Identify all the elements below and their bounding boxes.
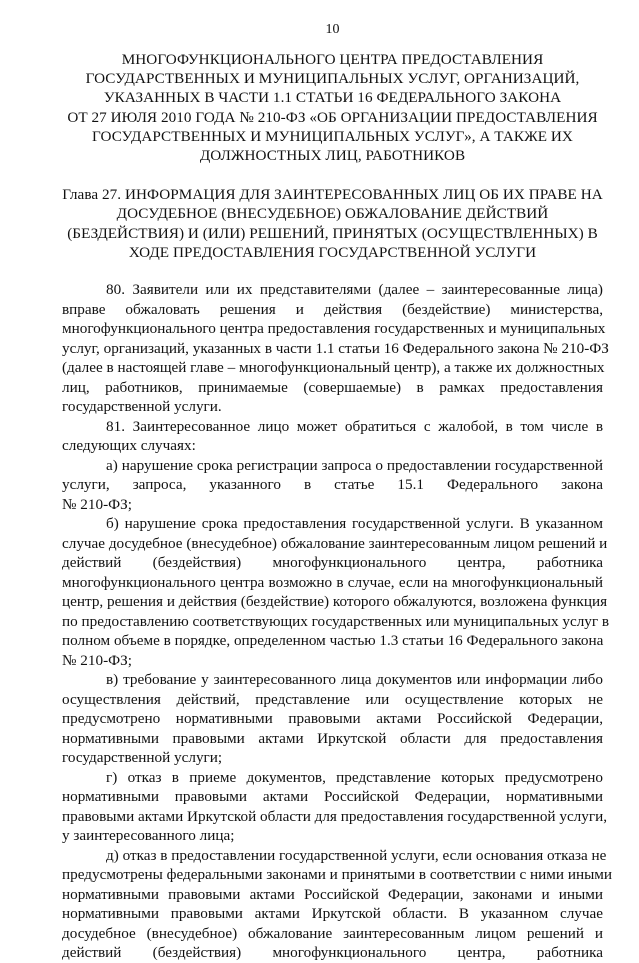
paragraph-line: лиц, работников, принимаемые (совершаемые) в рамках предоставления [62,378,603,396]
paragraph-line: 80. Заявители или их представителями (далее – заинтересованные лица) [106,281,603,299]
paragraph-line: г) отказ в приеме документов, представление которых предусмотрено [106,768,603,786]
paragraph [62,846,613,963]
paragraph [62,670,603,768]
paragraph-line: услуг, организаций, указанных в части 1.1 статьи 16 Федерального закона № 210-ФЗ [62,339,609,357]
paragraph-line: многофункционального центра предоставления государственных и муниципальных [62,320,606,338]
paragraph-line: № 210-ФЗ; [62,495,132,513]
paragraph-line: досудебное (внесудебное) обжалование заинтересованным лицом решений и [62,924,603,942]
paragraph-line: нормативными правовыми актами Российской Федерации, законами и иными [62,885,603,903]
paragraph-line: полном объеме в порядке, определенном частью 1.3 статьи 16 Федерального закона [62,632,604,650]
page-number: 10 [325,22,340,37]
chapter-heading-line: ДОСУДЕБНОЕ (ВНЕСУДЕБНОЕ) ОБЖАЛОВАНИЕ ДЕЙСТВИЙ [116,205,549,223]
paragraph-line: нормативными правовыми актами Иркутской области для предоставления [62,729,603,747]
paragraph-line: нормативными правовыми актами Иркутской области. В указанном случае [62,905,603,923]
paragraph-line: в) требование у заинтересованного лица документов или информации либо [106,671,603,689]
paragraph [62,417,603,456]
paragraph-line: услуги, запроса, указанного в статье 15.1 Федерального закона [62,476,603,494]
paragraph [62,768,608,846]
paragraph [62,514,610,670]
paragraph-line: № 210-ФЗ; [62,651,132,669]
section-heading-line: МНОГОФУНКЦИОНАЛЬНОГО ЦЕНТРА ПРЕДОСТАВЛЕНИЯ [121,51,544,68]
paragraph-line: предусмотрены федеральными законами и принятыми в соответствии с ними иными [62,866,613,884]
paragraph-line: нормативными правовыми актами Российской Федерации, нормативными [62,788,603,806]
paragraph-line: действий (бездействия) многофункционального центра, работника [62,944,603,962]
paragraph-line: случае досудебное (внесудебное) обжалование заинтересованным лицом решений и [62,534,608,552]
chapter-heading-line: (БЕЗДЕЙСТВИЯ) И (ИЛИ) РЕШЕНИЙ, ПРИНЯТЫХ (ОСУЩЕСТВЛЕННЫХ) В [67,224,598,242]
section-heading-line: ОТ 27 ИЮЛЯ 2010 ГОДА № 210-ФЗ «ОБ ОРГАНИЗАЦИИ ПРЕДОСТАВЛЕНИЯ [67,108,598,126]
paragraph-line: следующих случаях: [62,437,196,455]
paragraph [62,280,609,417]
paragraph-line: предусмотрено нормативными правовыми актами Российской Федерации, [62,710,603,728]
paragraph-line: государственной услуги; [62,749,223,767]
section-heading-line: УКАЗАННЫХ В ЧАСТИ 1.1 СТАТЬИ 16 ФЕДЕРАЛЬНОГО ЗАКОНА [103,89,562,107]
chapter-heading-line: Глава 27. ИНФОРМАЦИЯ ДЛЯ ЗАИНТЕРЕСОВАННЫХ ЛИЦ ОБ ИХ ПРАВЕ НА [62,186,603,204]
paragraph [62,456,603,515]
section-heading-line: ГОСУДАРСТВЕННЫХ И МУНИЦИПАЛЬНЫХ УСЛУГ, ОРГАНИЗАЦИЙ, [85,70,580,88]
chapter-heading [62,185,603,262]
paragraph-line: д) отказ в предоставлении государственной услуги, если основания отказа не [106,846,607,864]
paragraph-line: у заинтересованного лица; [62,827,235,845]
section-heading-line: ДОЛЖНОСТНЫХ ЛИЦ, РАБОТНИКОВ [199,147,466,165]
paragraph-line: б) нарушение срока предоставления государственной услуги. В указанном [106,515,603,533]
paragraph-line: (далее в настоящей главе – многофункциональный центр), а также их должностных [62,359,605,377]
paragraph-line: государственной услуги. [62,398,222,416]
paragraph-line: вправе обжаловать решения и действия (бездействие) министерства, [62,300,603,318]
paragraph-line: многофункционального центра возможно в случае, если на многофункциональный [62,573,603,591]
paragraph-line: действий (бездействия) многофункционального центра, работника [62,554,603,572]
body-text [62,280,613,963]
paragraph-line: центр, решения и действия (бездействие) которого обжалуются, возложена функция [62,593,608,611]
paragraph-line: 81. Заинтересованное лицо может обратиться с жалобой, в том числе в [106,417,603,435]
paragraph-line: а) нарушение срока регистрации запроса о предоставлении государственной [106,456,603,474]
chapter-heading-line: ХОДЕ ПРЕДОСТАВЛЕНИЯ ГОСУДАРСТВЕННОЙ УСЛУГИ [128,243,537,261]
section-heading [62,50,603,165]
section-heading-line: ГОСУДАРСТВЕННЫХ И МУНИЦИПАЛЬНЫХ УСЛУГ», А ТАКЖЕ ИХ [92,127,573,145]
paragraph-line: по предоставлению соответствующих государственных или муниципальных услуг в [62,612,610,630]
paragraph-line: правовыми актами Иркутской области для предоставления государственной услуги, [62,807,608,825]
paragraph-line: осуществления действий, представление или осуществление которых не [62,690,603,708]
